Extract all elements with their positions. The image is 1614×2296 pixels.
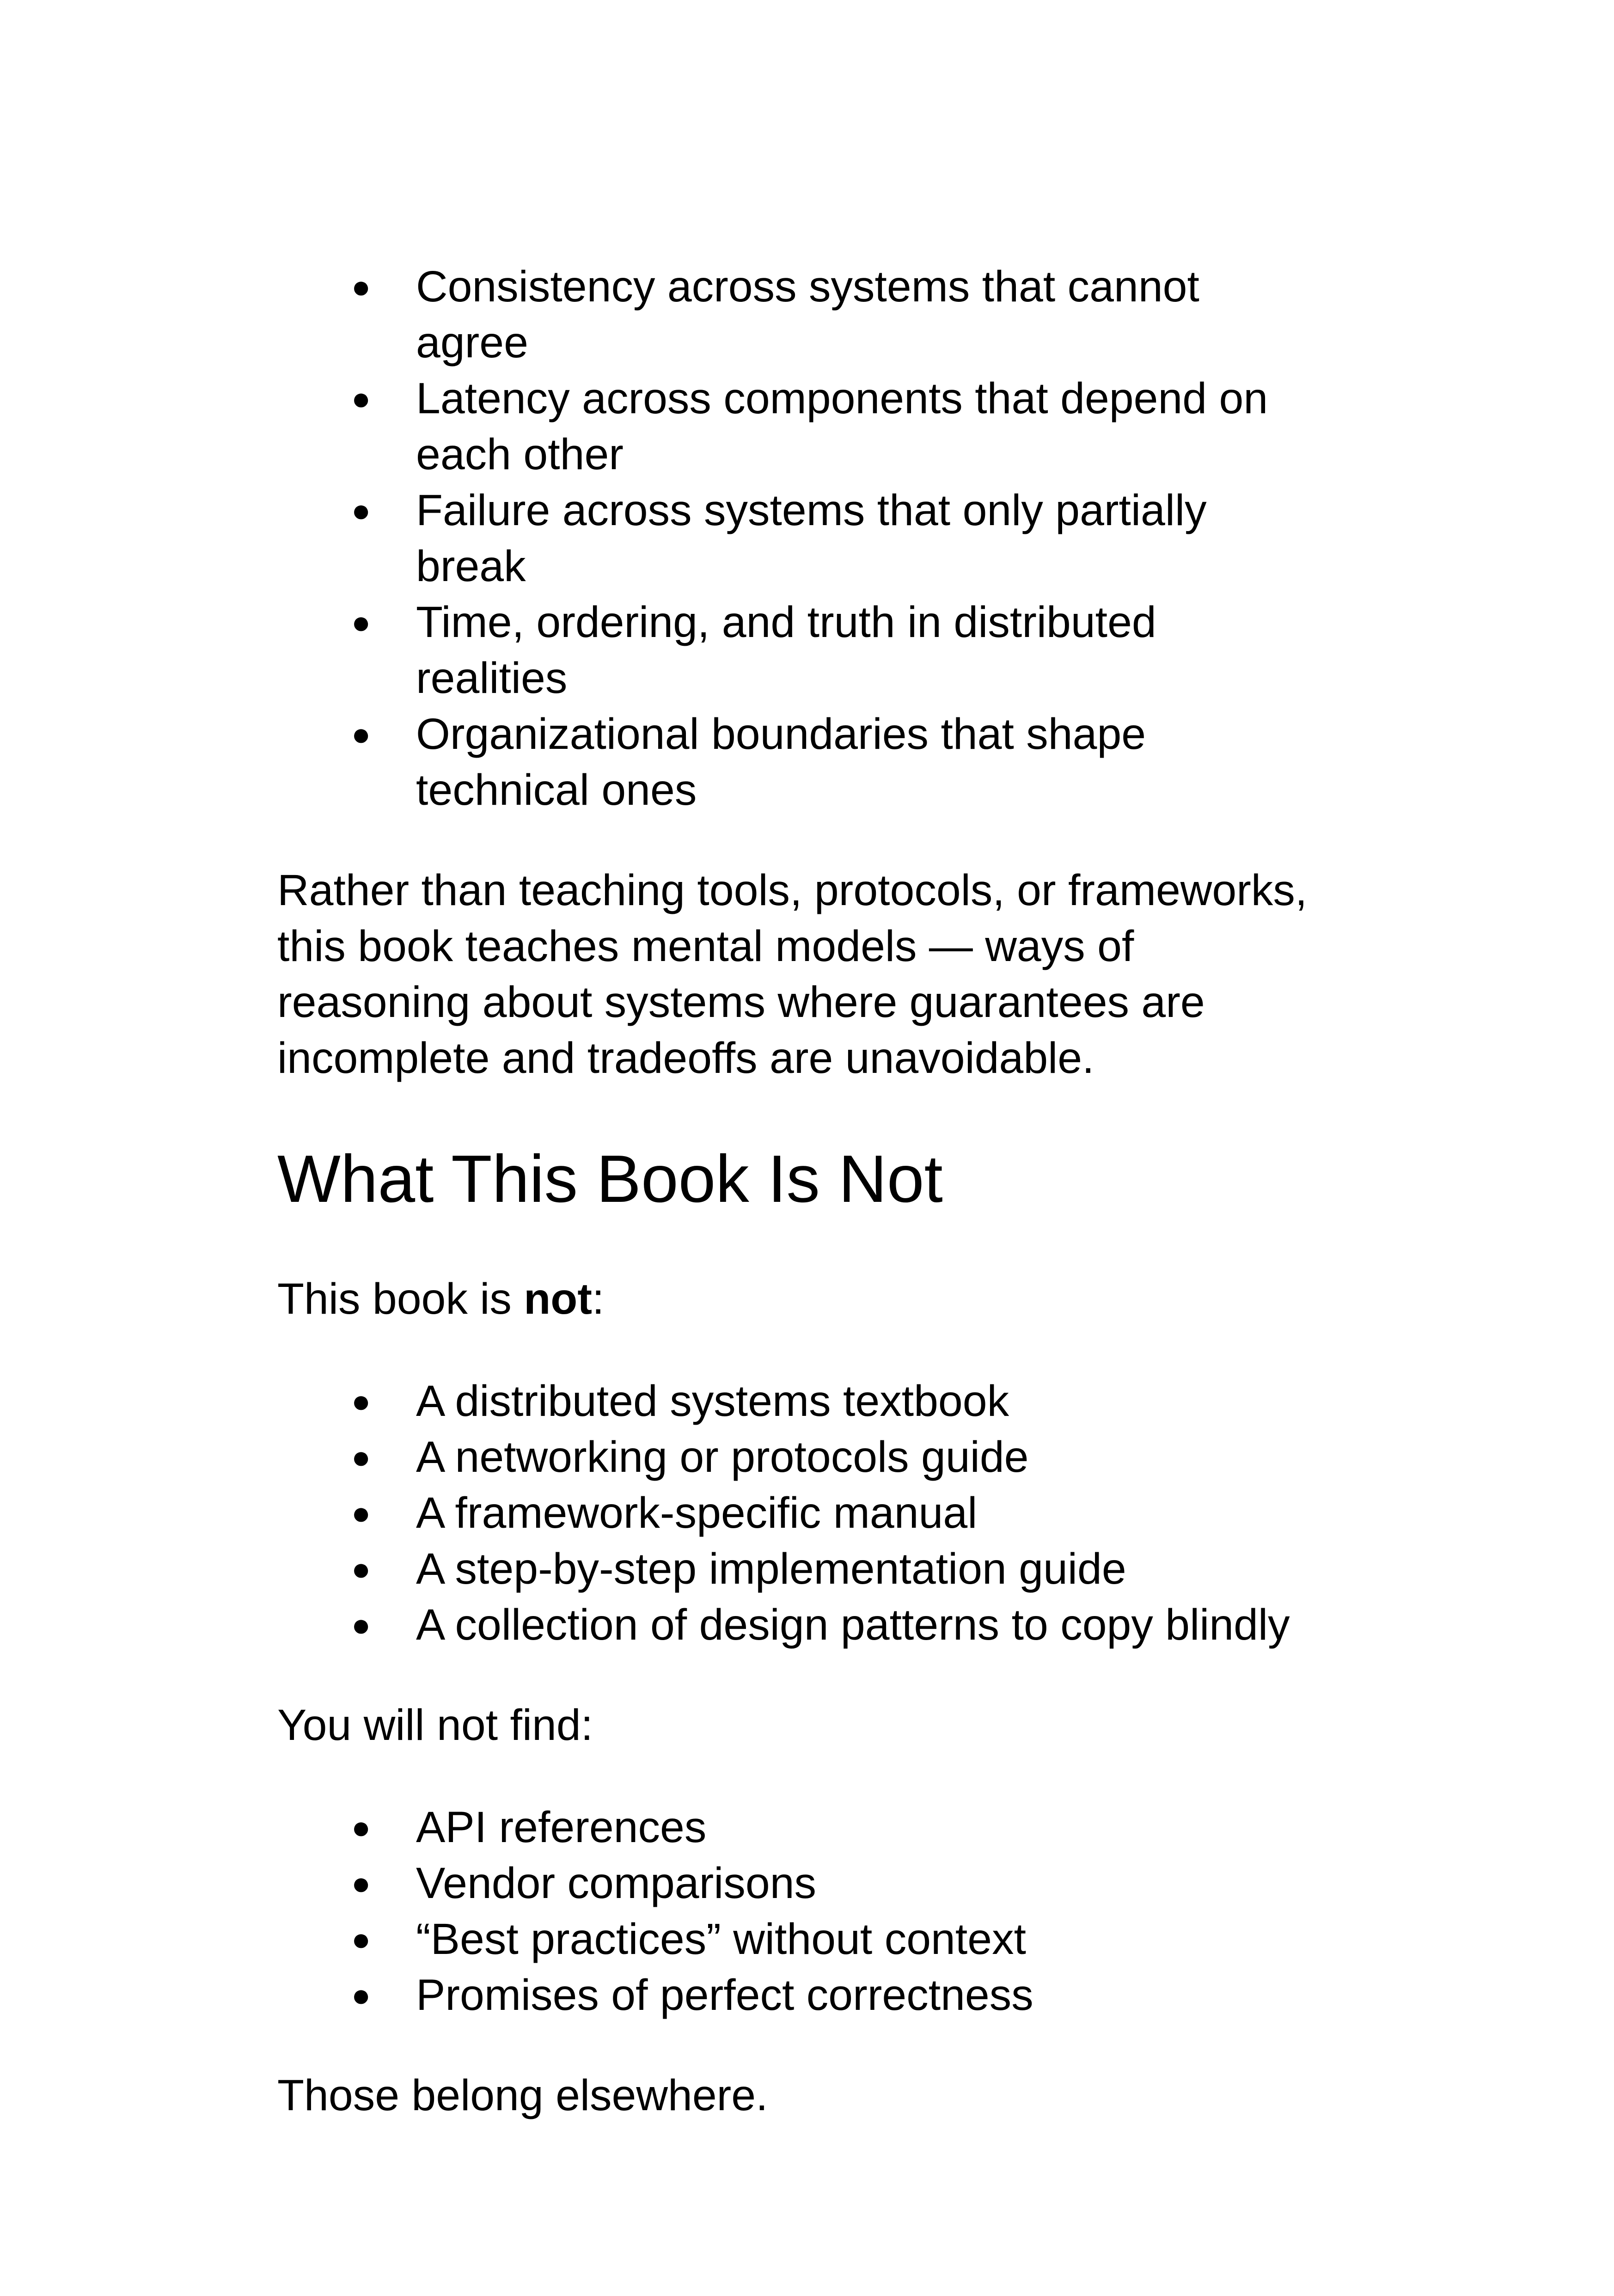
list-item: ● “Best practices” without context [277, 1911, 1340, 1967]
bullet-icon: ● [351, 716, 371, 752]
intro-not-list: This book is not: [277, 1274, 605, 1323]
closing-paragraph: Those belong elsewhere. [277, 2071, 768, 2120]
bullet-list-topics [277, 259, 1340, 818]
list-item: ● Organizational boundaries that shape technical ones [277, 706, 1317, 818]
list-item: ● A distributed systems textbook [277, 1373, 1340, 1429]
bullet-icon: ● [351, 269, 371, 305]
intro-will-not-find: You will not find: [277, 1701, 593, 1750]
bullet-icon: ● [351, 1865, 371, 1901]
bullet-icon: ● [351, 1383, 371, 1419]
bullet-icon: ● [351, 1921, 371, 1957]
paragraph-mental-models: Rather than teaching tools, protocols, or frameworks, this book teaches mental models — ways of reasoning about systems where guarantees are incomplete and tradeoffs are unavoidable. [277, 866, 1308, 1083]
bullet-list-will-not-find [277, 1800, 1340, 2023]
bullet-icon: ● [351, 1607, 371, 1643]
section-heading: What This Book Is Not [277, 1141, 943, 1216]
bullet-list-not [277, 1373, 1340, 1653]
bullet-icon: ● [351, 1439, 371, 1475]
list-item: ● API references [277, 1800, 1340, 1855]
bullet-icon: ● [351, 1495, 371, 1531]
list-item: ● Time, ordering, and truth in distributed realities [277, 594, 1317, 706]
bullet-icon: ● [351, 492, 371, 528]
bullet-icon: ● [351, 1977, 371, 2013]
bullet-icon: ● [351, 1809, 371, 1845]
list-item: ● A networking or protocols guide [277, 1429, 1340, 1485]
bullet-icon: ● [351, 380, 371, 416]
list-item: ● Latency across components that depend on each other [277, 371, 1317, 483]
list-item: ● Promises of perfect correctness [277, 1967, 1340, 2023]
bullet-icon: ● [351, 604, 371, 640]
document-page [277, 259, 1340, 2124]
bullet-icon: ● [351, 1551, 371, 1587]
list-item: ● Consistency across systems that cannot agree [277, 259, 1317, 371]
list-item: ● Failure across systems that only partially break [277, 483, 1317, 594]
list-item: ● A step-by-step implementation guide [277, 1541, 1340, 1597]
list-item: ● A collection of design patterns to copy blindly [277, 1597, 1340, 1653]
list-item: ● A framework-specific manual [277, 1485, 1340, 1541]
list-item: ● Vendor comparisons [277, 1855, 1340, 1911]
